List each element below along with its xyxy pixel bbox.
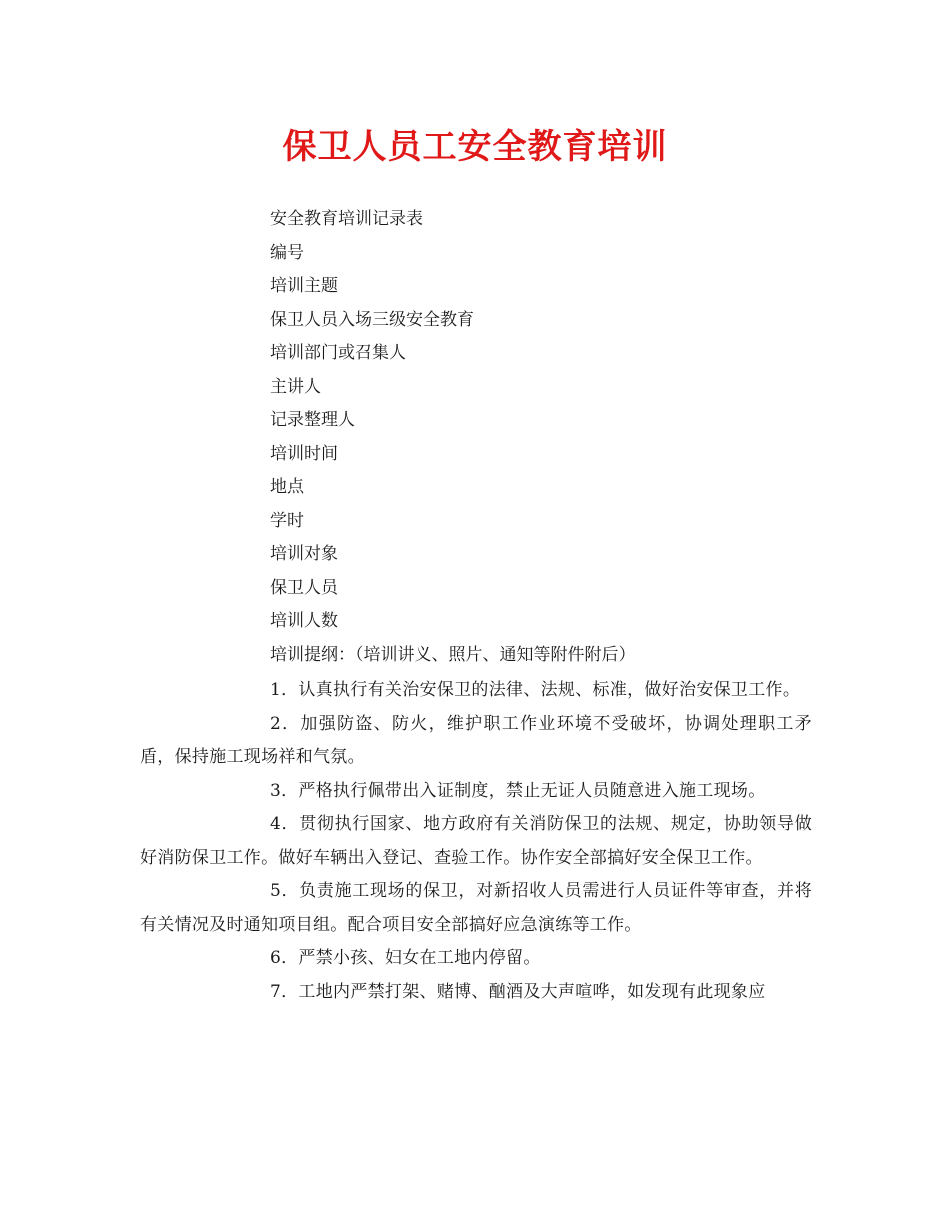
outline-item-6: 6．严禁小孩、妇女在工地内停留。 — [270, 948, 541, 968]
record-form-fields — [270, 203, 830, 672]
field-audience: 培训对象 — [270, 544, 338, 564]
field-location: 地点 — [270, 477, 304, 497]
field-attendee-count: 培训人数 — [270, 611, 338, 631]
field-hours: 学时 — [270, 510, 304, 531]
field-time: 培训时间 — [270, 443, 338, 464]
field-department: 培训部门或召集人 — [270, 343, 406, 363]
document-title: 保卫人员工安全教育培训 — [282, 127, 668, 167]
field-topic-value: 保卫人员入场三级安全教育 — [270, 309, 474, 330]
outline-item-1: 1．认真执行有关治安保卫的法律、法规、标准，做好治安保卫工作。 — [270, 680, 801, 700]
field-form-name: 安全教育培训记录表 — [270, 209, 423, 229]
outline-item-4: 4．贯彻执行国家、地方政府有关消防保卫的法规、规定，协助领导做好消防保卫工作。做好车辆出入登记、查验工作。协作安全部搞好安全保卫工作。 — [140, 814, 812, 868]
training-outline-body — [140, 674, 812, 1009]
field-recorder: 记录整理人 — [270, 410, 355, 430]
field-audience-value: 保卫人员 — [270, 577, 338, 598]
outline-item-3: 3．严格执行佩带出入证制度，禁止无证人员随意进入施工现场。 — [270, 780, 766, 801]
field-outline: 培训提纲：（培训讲义、照片、通知等附件附后） — [270, 644, 636, 665]
field-speaker: 主讲人 — [270, 376, 321, 397]
field-number: 编号 — [270, 242, 304, 263]
outline-item-2: 2．加强防盗、防火，维护职工作业环境不受破坏，协调处理职工矛盾，保持施工现场祥和气氛。 — [140, 713, 812, 767]
field-topic: 培训主题 — [270, 276, 338, 296]
outline-item-7: 7．工地内严禁打架、赌博、酗酒及大声喧哗，如发现有此现象应 — [270, 981, 766, 1002]
outline-item-5: 5．负责施工现场的保卫，对新招收人员需进行人员证件等审查，并将有关情况及时通知项目组。配合项目安全部搞好应急演练等工作。 — [140, 881, 812, 935]
